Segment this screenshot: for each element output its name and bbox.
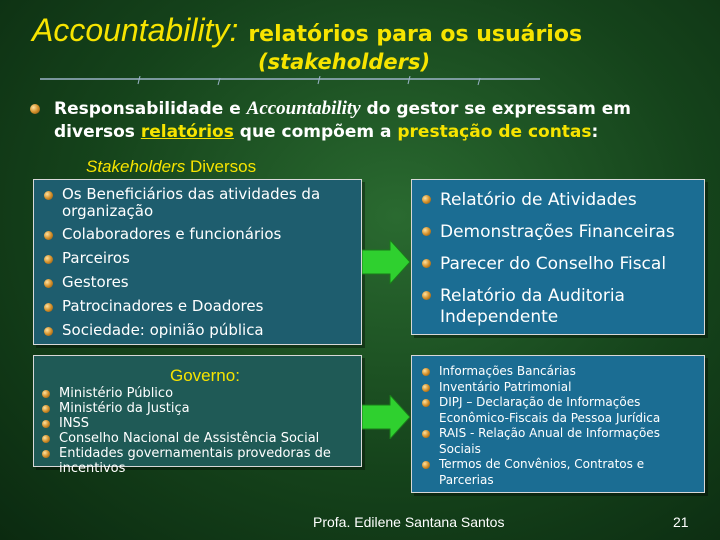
bullet-icon xyxy=(42,435,50,443)
slide-subtitle: (stakeholders) xyxy=(258,50,431,74)
arrow-right-icon xyxy=(362,395,410,439)
list-item: Termos de Convênios, Contratos e Parcerias xyxy=(422,457,702,488)
intro-accountability: Accountability xyxy=(246,98,361,119)
bullet-icon xyxy=(44,231,53,240)
reports-list xyxy=(422,190,698,339)
intro-part3: que compõem a xyxy=(233,122,398,142)
bullet-icon xyxy=(44,191,53,200)
list-item: Inventário Patrimonial xyxy=(422,380,702,396)
government-title: Governo: xyxy=(170,366,240,385)
bullet-icon xyxy=(42,420,50,428)
list-item: Ministério da Justiça xyxy=(42,401,354,416)
bullet-icon xyxy=(422,430,430,438)
list-item: Informações Bancárias xyxy=(422,364,702,380)
intro-text xyxy=(54,97,702,144)
bullet-icon xyxy=(422,368,430,376)
bullet-icon xyxy=(422,399,430,407)
intro-part1: Responsabilidade e xyxy=(54,99,247,119)
list-item: Colaboradores e funcionários xyxy=(44,226,354,243)
bullet-icon xyxy=(422,195,431,204)
government-box xyxy=(33,355,362,476)
stakeholders-list xyxy=(44,186,354,346)
bullet-icon xyxy=(30,104,40,114)
intro-part4: : xyxy=(591,122,599,142)
list-item: Sociedade: opinião pública xyxy=(44,322,354,339)
title-rest: relatórios para os usuários xyxy=(248,22,583,47)
list-item: Parecer do Conselho Fiscal xyxy=(422,254,698,275)
intro-relatorios-link[interactable]: relatórios xyxy=(140,122,234,142)
government-reports-box xyxy=(411,355,705,493)
list-item: Ministério Público xyxy=(42,386,354,401)
footer-author: Profa. Edilene Santana Santos xyxy=(313,514,505,530)
bullet-icon xyxy=(422,259,431,268)
title-accent: Accountability: xyxy=(32,12,239,48)
bullet-icon xyxy=(44,279,53,288)
bullet-icon xyxy=(422,227,431,236)
arrow-right-icon xyxy=(362,240,410,284)
list-item: Conselho Nacional de Assistência Social xyxy=(42,431,354,446)
slide-title xyxy=(32,12,582,49)
page-number: 21 xyxy=(673,514,689,530)
intro-part2: do gestor se expressam em diversos xyxy=(54,99,631,142)
list-item: Relatório da Auditoria Independente xyxy=(422,286,698,328)
stakeholders-label-rest: Diversos xyxy=(185,157,257,176)
bullet-icon xyxy=(42,390,50,398)
stakeholders-label-italic: Stakeholders xyxy=(86,157,186,176)
bullet-icon xyxy=(44,327,53,336)
list-item: Patrocinadores e Doadores xyxy=(44,298,354,315)
stakeholders-box xyxy=(33,179,362,345)
bullet-icon xyxy=(44,255,53,264)
list-item: RAIS - Relação Anual de Informações Sociais xyxy=(422,426,702,457)
list-item: DIPJ – Declaração de Informações Econômico-Fiscais da Pessoa Jurídica xyxy=(422,395,702,426)
list-item: Relatório de Atividades xyxy=(422,190,698,211)
bullet-icon xyxy=(42,405,50,413)
government-reports-list xyxy=(422,364,702,488)
bullet-icon xyxy=(44,303,53,312)
list-item: Demonstrações Financeiras xyxy=(422,222,698,243)
bullet-icon xyxy=(42,450,50,458)
title-underline-decoration xyxy=(40,76,540,86)
bullet-icon xyxy=(422,291,431,300)
stakeholders-label xyxy=(86,157,256,177)
bullet-icon xyxy=(422,384,430,392)
reports-box xyxy=(411,179,705,335)
list-item: Gestores xyxy=(44,274,354,291)
list-item: Entidades governamentais provedoras de incentivos xyxy=(42,446,354,476)
list-item: Os Beneficiários das atividades da organização xyxy=(44,186,354,220)
list-item: Parceiros xyxy=(44,250,354,267)
list-item: INSS xyxy=(42,416,354,431)
intro-prestacao-contas: prestação de contas xyxy=(397,122,592,142)
bullet-icon xyxy=(422,461,430,469)
government-list xyxy=(42,386,354,476)
intro-paragraph xyxy=(30,97,702,144)
